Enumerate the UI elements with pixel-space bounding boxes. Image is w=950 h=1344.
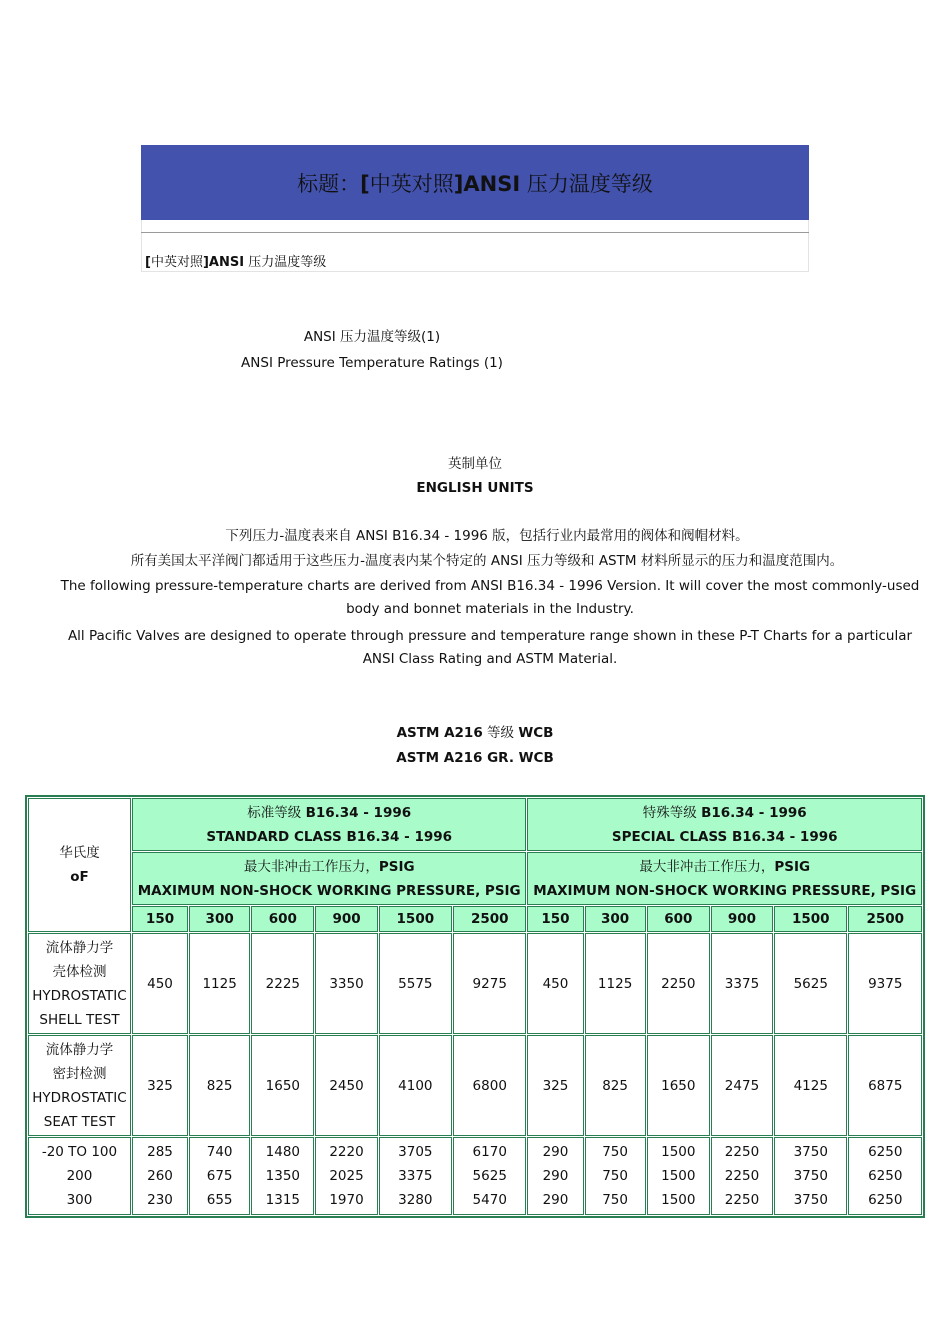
shell-test-value: 2225 — [251, 933, 314, 1034]
rating-value: 2250 — [724, 1168, 760, 1184]
temperature-value: 300 — [66, 1192, 93, 1208]
pressure-header-en: MAXIMUM NON-SHOCK WORKING PRESSURE, PSIG — [137, 882, 521, 899]
seat-test-value: 4100 — [379, 1035, 452, 1136]
article-subtitle: [中英对照]ANSI 压力温度等级 — [145, 255, 327, 270]
class-header: 300 — [189, 906, 250, 932]
rating-value: 1500 — [661, 1144, 696, 1160]
material-cn: ASTM A216 等级 WCB — [396, 725, 554, 741]
class-header: 1500 — [774, 906, 847, 932]
rating-value: 6250 — [868, 1168, 903, 1184]
rating-value: 3280 — [398, 1192, 433, 1208]
rating-column — [379, 1137, 452, 1215]
rating-value: 290 — [542, 1192, 569, 1208]
title-banner — [141, 145, 809, 220]
rating-value: 6250 — [868, 1144, 903, 1160]
label-line: 密封检测 — [52, 1065, 107, 1082]
special-class-header-en: SPECIAL CLASS B16.34 - 1996 — [611, 828, 838, 845]
seat-test-label — [28, 1035, 131, 1136]
heading-cn: ANSI 压力温度等级(1) — [303, 329, 441, 345]
rating-value: 2250 — [724, 1192, 760, 1208]
class-header: 2500 — [453, 906, 526, 932]
banner-divider — [141, 232, 809, 233]
rating-column — [711, 1137, 773, 1215]
rating-column — [848, 1137, 922, 1215]
class-header: 150 — [527, 906, 583, 932]
rating-value: 1970 — [329, 1192, 364, 1208]
rating-value: 2250 — [724, 1144, 760, 1160]
rating-column — [315, 1137, 377, 1215]
intro-paragraph-en-2: All Pacific Valves are designed to operate through pressure and temperature range shown in these P-T Charts for a particular ANSI Class Rating and ASTM Material. — [67, 628, 913, 667]
rating-value: 3750 — [793, 1192, 828, 1208]
seat-test-value: 1650 — [251, 1035, 314, 1136]
class-header: 1500 — [379, 906, 452, 932]
rating-value: 2025 — [329, 1168, 364, 1184]
seat-test-value: 825 — [189, 1035, 250, 1136]
rating-value: 6170 — [472, 1144, 507, 1160]
rating-column — [527, 1137, 583, 1215]
class-header: 600 — [647, 906, 710, 932]
standard-class-header — [132, 798, 526, 851]
rating-value: 6250 — [868, 1192, 903, 1208]
intro-line-cn-2: 所有美国太平洋阀门都适用于这些压力-温度表内某个特定的 ANSI 压力等级和 ASTM 材料所显示的压力和温度范围内。 — [130, 553, 844, 569]
intro-paragraph-en-1: The following pressure-temperature charts are derived from ANSI B16.34 - 1996 Version. It will cover the most commonly-used body and bonnet materials in the Industry. — [60, 578, 920, 617]
standard-class-header-en: STANDARD CLASS B16.34 - 1996 — [206, 828, 453, 845]
class-header: 2500 — [848, 906, 922, 932]
temperature-header-cn: 华氏度 — [59, 845, 100, 861]
heading-en: ANSI Pressure Temperature Ratings (1) — [241, 355, 503, 371]
temperature-value: -20 TO 100 — [41, 1144, 118, 1160]
seat-test-value: 2475 — [711, 1035, 773, 1136]
seat-test-value: 1650 — [647, 1035, 710, 1136]
seat-test-value: 325 — [527, 1035, 583, 1136]
label-line: HYDROSTATIC — [32, 1089, 127, 1106]
shell-test-value: 450 — [527, 933, 583, 1034]
shell-test-value: 9375 — [848, 933, 922, 1034]
intro-line-cn-1: 下列压力-温度表来自 ANSI B16.34 - 1996 版，包括行业内最常用的阀体和阀帽材料。 — [225, 528, 749, 544]
rating-column — [585, 1137, 646, 1215]
rating-value: 285 — [147, 1144, 173, 1160]
seat-test-value: 2450 — [315, 1035, 377, 1136]
temperature-header — [28, 798, 131, 932]
special-pressure-header — [527, 852, 922, 905]
temperature-value: 200 — [66, 1168, 93, 1184]
rating-value: 740 — [206, 1144, 233, 1160]
material-en: ASTM A216 GR. WCB — [396, 750, 554, 766]
special-class-header-cn: 特殊等级 B16.34 - 1996 — [642, 804, 807, 821]
rating-column — [453, 1137, 526, 1215]
shell-test-label — [28, 933, 131, 1034]
shell-test-value: 2250 — [647, 933, 710, 1034]
pressure-header-en: MAXIMUM NON-SHOCK WORKING PRESSURE, PSIG — [533, 882, 917, 899]
shell-test-value: 9275 — [453, 933, 526, 1034]
rating-column — [189, 1137, 250, 1215]
class-header: 900 — [711, 906, 773, 932]
rating-column — [132, 1137, 188, 1215]
rating-value: 3750 — [793, 1168, 828, 1184]
temperature-list — [28, 1137, 131, 1215]
class-header: 900 — [315, 906, 377, 932]
rating-value: 290 — [542, 1168, 569, 1184]
rating-value: 2220 — [329, 1144, 364, 1160]
rating-value: 5470 — [472, 1192, 507, 1208]
seat-test-value: 6800 — [453, 1035, 526, 1136]
label-line: SHELL TEST — [39, 1011, 120, 1028]
rating-value: 230 — [147, 1192, 173, 1208]
rating-value: 1500 — [661, 1168, 696, 1184]
shell-test-value: 3375 — [711, 933, 773, 1034]
seat-test-value: 825 — [585, 1035, 646, 1136]
pressure-temperature-table — [25, 795, 925, 1218]
shell-test-value: 1125 — [585, 933, 646, 1034]
class-header: 600 — [251, 906, 314, 932]
rating-value: 750 — [602, 1144, 628, 1160]
label-line: 壳体检测 — [52, 963, 107, 980]
units-en: ENGLISH UNITS — [416, 480, 534, 496]
label-line: 流体静力学 — [45, 939, 114, 956]
rating-value: 260 — [147, 1168, 173, 1184]
class-header: 300 — [585, 906, 646, 932]
rating-value: 1350 — [265, 1168, 301, 1184]
units-cn: 英制单位 — [448, 456, 502, 472]
special-class-header — [527, 798, 922, 851]
temperature-header-unit: oF — [70, 869, 89, 885]
shell-test-value: 3350 — [315, 933, 377, 1034]
shell-test-value: 1125 — [189, 933, 250, 1034]
rating-value: 1500 — [661, 1192, 696, 1208]
seat-test-value: 6875 — [848, 1035, 922, 1136]
rating-value: 3705 — [398, 1144, 433, 1160]
label-line: SEAT TEST — [43, 1113, 116, 1130]
rating-value: 3375 — [398, 1168, 433, 1184]
standard-class-header-cn: 标准等级 B16.34 - 1996 — [247, 804, 412, 821]
banner-title: 标题：[中英对照]ANSI 压力温度等级 — [297, 171, 653, 196]
shell-test-value: 450 — [132, 933, 188, 1034]
rating-value: 290 — [542, 1144, 569, 1160]
rating-value: 1315 — [265, 1192, 301, 1208]
rating-column — [774, 1137, 847, 1215]
seat-test-value: 325 — [132, 1035, 188, 1136]
rating-value: 1480 — [265, 1144, 301, 1160]
rating-value: 675 — [206, 1168, 233, 1184]
rating-value: 655 — [206, 1192, 233, 1208]
rating-value: 750 — [602, 1168, 628, 1184]
rating-value: 3750 — [793, 1144, 828, 1160]
pressure-header-cn: 最大非冲击工作压力，PSIG — [243, 858, 415, 875]
rating-value: 5625 — [472, 1168, 507, 1184]
rating-column — [251, 1137, 314, 1215]
class-header: 150 — [132, 906, 188, 932]
shell-test-value: 5625 — [774, 933, 847, 1034]
rating-value: 750 — [602, 1192, 628, 1208]
pressure-header-cn: 最大非冲击工作压力，PSIG — [639, 858, 811, 875]
label-line: HYDROSTATIC — [32, 987, 127, 1004]
shell-test-value: 5575 — [379, 933, 452, 1034]
rating-column — [647, 1137, 710, 1215]
label-line: 流体静力学 — [45, 1041, 114, 1058]
seat-test-value: 4125 — [774, 1035, 847, 1136]
standard-pressure-header — [132, 852, 526, 905]
